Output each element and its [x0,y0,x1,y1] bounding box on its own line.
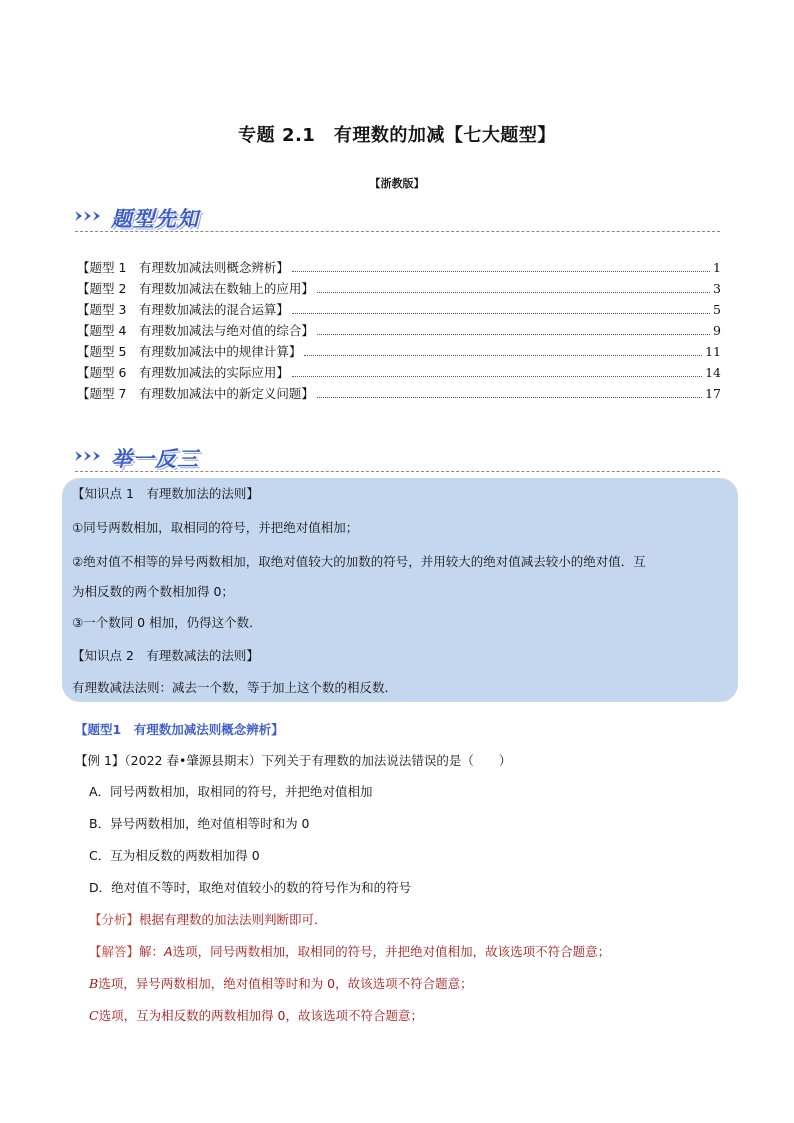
subtraction-rule: 有理数减法法则：减去一个数，等于加上这个数的相反数． [72,680,398,695]
toc-leader [292,271,710,272]
answer-text: 选项，同号两数相加，取相同的符号，并把绝对值相加，故该选项不符合题意； [172,944,611,959]
toc-label: 【题型 4 有理数加减法与绝对值的综合】 [77,323,314,338]
answer-intro: 解： [139,944,165,959]
toc-leader [317,334,710,335]
toc-page: 3 [713,281,721,296]
option-c: C．互为相反数的两数相加得 0 [89,848,260,863]
edition-label: 【浙教版】 [369,177,425,190]
toc-row[interactable] [77,363,721,384]
section-heading: 举一反三 [111,447,199,471]
option-b: B．异号两数相加，绝对值相等时和为 0 [89,816,310,831]
toc-page: 14 [705,365,721,380]
toc-leader [304,355,702,356]
analysis-tag: 【分析】 [89,912,140,927]
knowledge-box [62,478,738,702]
toc-label: 【题型 1 有理数加减法则概念辨析】 [77,260,289,275]
section-divider [75,471,720,472]
triple-arrow-icon [75,209,109,223]
answer-line [89,1006,423,1024]
toc-page: 17 [705,386,721,401]
option-a: A．同号两数相加，取相同的符号，并把绝对值相加 [89,784,373,799]
answer-text: 选项，互为相反数的两数相加得 0，故该选项不符合题意； [98,1008,424,1023]
knowledge-point-2-title: 【知识点 2 有理数减法的法则】 [72,648,259,663]
toc-leader [317,397,702,398]
toc-leader [292,313,710,314]
document-title: 专题 2.1 有理数的加减【七大题型】 [238,125,556,146]
toc-page: 9 [713,323,721,338]
toc-row[interactable] [77,258,721,279]
topic-heading: 【题型1 有理数加减法则概念辨析】 [75,722,284,737]
toc-page: 5 [713,302,721,317]
answer-text: 选项，异号两数相加，绝对值相等时和为 0，故该选项不符合题意； [98,976,473,991]
knowledge-point-1-title: 【知识点 1 有理数加法的法则】 [72,486,259,501]
addition-rule-2-cont: 为相反数的两个数相加得 0； [72,584,234,599]
answer-letter: B [89,976,99,991]
toc-leader [292,376,702,377]
answer-line [89,974,473,992]
toc-label: 【题型 6 有理数加减法的实际应用】 [77,365,289,380]
toc-label: 【题型 2 有理数加减法在数轴上的应用】 [77,281,314,296]
triple-arrow-icon [75,449,109,463]
toc-page: 11 [705,344,721,359]
answer-letter: A [164,944,173,959]
toc-leader [317,292,710,293]
analysis-text: 根据有理数的加法法则判断即可． [139,912,327,927]
addition-rule-2: ②绝对值不相等的异号两数相加，取绝对值较大的加数的符号，并用较大的绝对值减去较小的绝对值．互 [72,554,646,569]
option-d: D．绝对值不等时，取绝对值较小的数的符号作为和的符号 [89,880,412,895]
toc-row[interactable] [77,384,721,405]
toc-row[interactable] [77,300,721,321]
answer-tag: 【解答】 [89,944,140,959]
toc-row[interactable] [77,321,721,342]
section-header-preview [75,203,720,233]
analysis [89,910,327,928]
table-of-contents [77,258,721,405]
toc-label: 【题型 3 有理数加减法的混合运算】 [77,302,289,317]
addition-rule-1: ①同号两数相加，取相同的符号，并把绝对值相加； [72,520,359,535]
toc-label: 【题型 7 有理数加减法中的新定义问题】 [77,386,314,401]
section-heading: 题型先知 [111,207,199,231]
answer-letter: C [89,1008,99,1023]
toc-row[interactable] [77,279,721,300]
example-stem: 【例 1】（2022 春•肇源县期末）下列关于有理数的加法说法错误的是（ ） [75,753,512,768]
addition-rule-3: ③一个数同 0 相加，仍得这个数． [72,615,262,630]
section-divider [75,231,720,232]
toc-page: 1 [713,260,721,275]
toc-label: 【题型 5 有理数加减法中的规律计算】 [77,344,302,359]
section-header-practice [75,443,720,473]
toc-row[interactable] [77,342,721,363]
answer [89,942,610,960]
